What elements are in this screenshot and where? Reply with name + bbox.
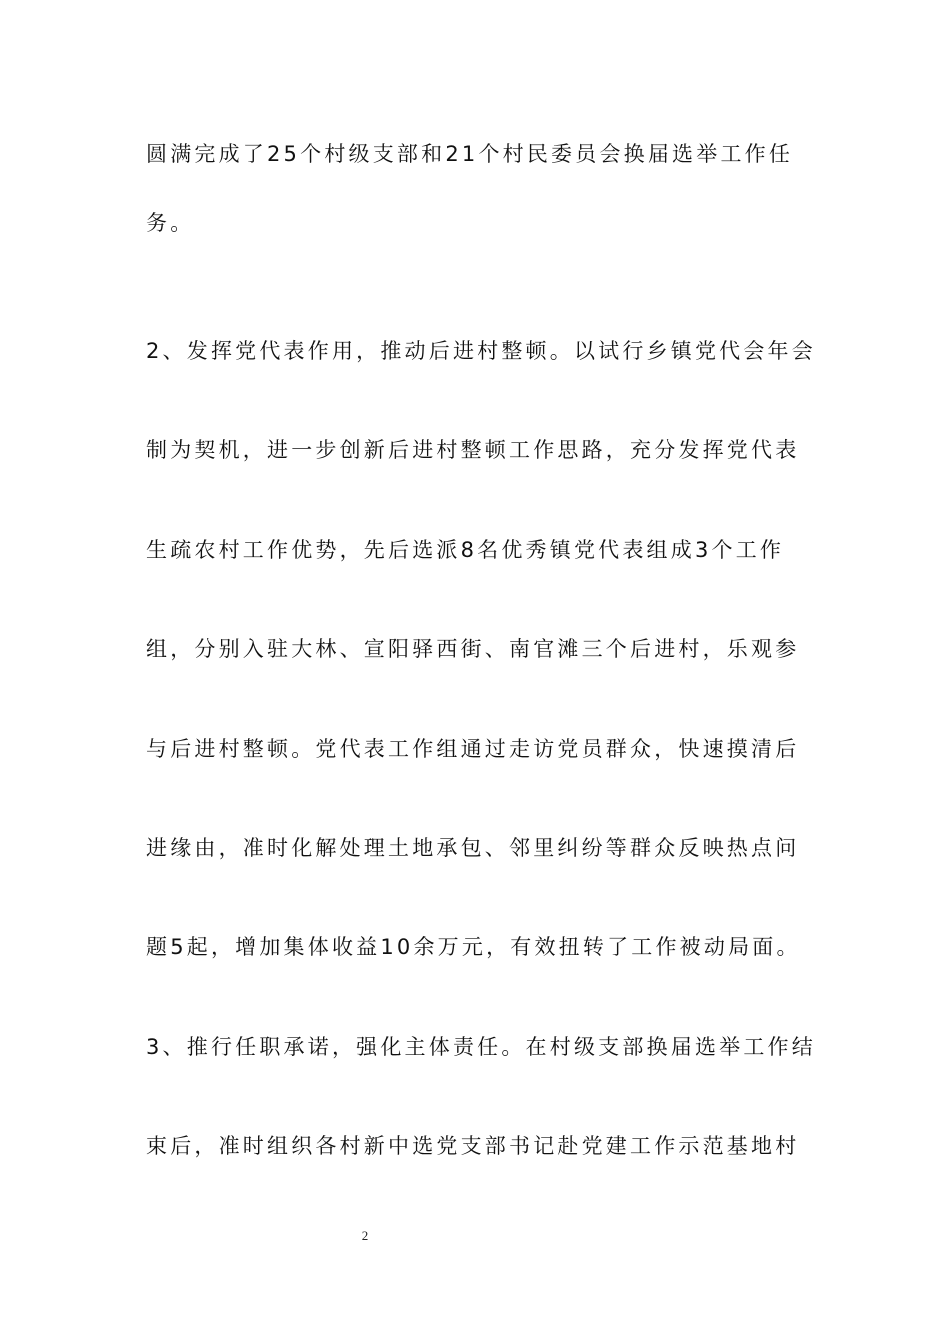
text-line: 进缘由，准时化解处理土地承包、邻里纠纷等群众反映热点问 <box>146 836 800 860</box>
text-line: 2、发挥党代表作用，推动后进村整顿。以试行乡镇党代会年会 <box>146 339 816 363</box>
text-line: 与后进村整顿。党代表工作组通过走访党员群众，快速摸清后 <box>146 737 800 761</box>
text-line: 3、推行任职承诺，强化主体责任。在村级支部换届选举工作结 <box>146 1035 816 1059</box>
text-line: 务。 <box>146 211 195 235</box>
text-line: 圆满完成了25个村级支部和21个村民委员会换届选举工作任 <box>146 142 794 166</box>
page-number: 2 <box>361 1228 369 1243</box>
text-line: 生疏农村工作优势，先后选派8名优秀镇党代表组成3个工作 <box>146 538 785 562</box>
text-line: 组，分别入驻大林、宣阳驿西街、南官滩三个后进村，乐观参 <box>146 637 800 661</box>
text-line: 制为契机，进一步创新后进村整顿工作思路，充分发挥党代表 <box>146 438 800 462</box>
text-line: 题5起，增加集体收益10余万元，有效扭转了工作被动局面。 <box>146 935 801 959</box>
text-line: 束后，准时组织各村新中选党支部书记赴党建工作示范基地村 <box>146 1134 800 1158</box>
